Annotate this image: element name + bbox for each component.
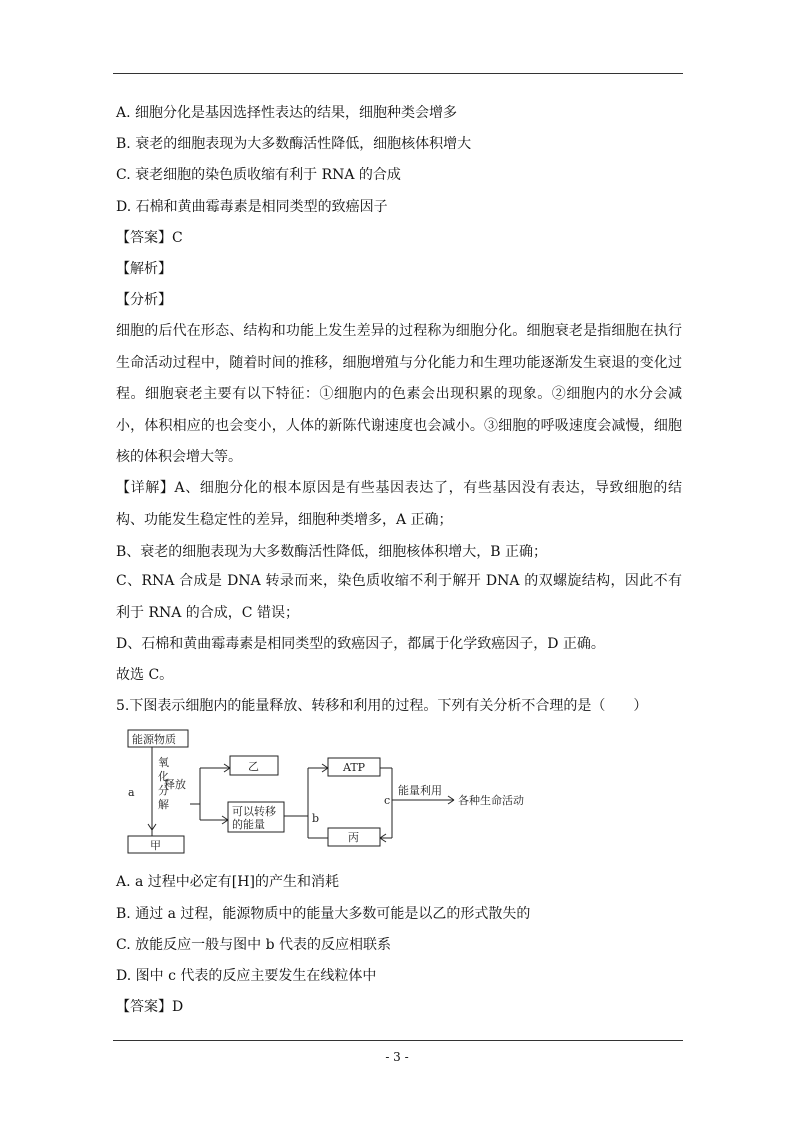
label-yi: 乙 — [248, 760, 259, 773]
q5-stem: 5.下图表示细胞内的能量释放、转移和利用的过程。下列有关分析不合理的是（ ） — [116, 698, 648, 714]
q4-detail-c — [116, 566, 682, 629]
label-transferable-2: 的能量 — [232, 818, 265, 831]
q4-jiexi-heading: 【解析】 — [116, 261, 172, 277]
label-jia: 甲 — [150, 839, 161, 852]
q4-detail-a — [116, 473, 682, 536]
q5-option-c: C. 放能反应一般与图中 b 代表的反应相联系 — [116, 937, 391, 953]
energy-flow-diagram — [118, 724, 558, 858]
header-rule — [113, 73, 683, 74]
q4-analysis — [116, 316, 682, 474]
q5-option-d: D. 图中 c 代表的反应主要发生在线粒体中 — [116, 968, 377, 984]
label-atp: ATP — [343, 761, 366, 774]
label-release: 释放 — [164, 778, 186, 791]
q4-detail-c-text: C、RNA 合成是 DNA 转录而来，染色质收缩不利于解开 DNA 的双螺旋结构，因此不有利于 RNA 的合成，C 错误； — [116, 573, 682, 621]
q5-option-b: B. 通过 a 过程，能源物质中的能量大多数可能是以乙的形式散失的 — [116, 906, 531, 922]
label-a: a — [128, 786, 135, 799]
q5-answer: 【答案】D — [116, 999, 184, 1015]
q4-conclusion: 故选 C。 — [116, 667, 174, 683]
q4-detail-d: D、石棉和黄曲霉毒素是相同类型的致癌因子，都属于化学致癌因子，D 正确。 — [116, 636, 605, 652]
q5-option-a: A. a 过程中必定有[H]的产生和消耗 — [116, 874, 339, 890]
label-oxidation-2: 化 — [158, 770, 169, 783]
label-oxidation-4: 解 — [158, 798, 169, 811]
q4-option-a: A. 细胞分化是基因选择性表达的结果，细胞种类会增多 — [116, 105, 458, 121]
q4-option-d: D. 石棉和黄曲霉毒素是相同类型的致癌因子 — [116, 199, 388, 215]
q4-analysis-text: 细胞的后代在形态、结构和功能上发生差异的过程称为细胞分化。细胞衰老是指细胞在执行生命活动过程中，随着时间的推移，细胞增殖与分化能力和生理功能逐渐发生衰退的变化过程。细胞衰老主要有以下特征：①细胞内的色素会出现积累的现象。②细胞内的水分会减小，体积相应的也会变小，人体的新陈代谢速度也会减小。③细胞的呼吸速度会减慢，细胞核的体积会增大等。 — [116, 323, 682, 465]
label-oxidation-1: 氧 — [158, 756, 169, 769]
label-c: c — [384, 794, 391, 807]
page-number: - 3 - — [385, 1050, 409, 1064]
label-transferable-1: 可以转移 — [232, 805, 276, 818]
label-b: b — [312, 812, 320, 825]
q4-detail-a-text: 【详解】A、细胞分化的根本原因是有些基因表达了，有些基因没有表达，导致细胞的结构、功能发生稳定性的差异，细胞种类增多，A 正确； — [116, 480, 682, 528]
label-activities: 各种生命活动 — [458, 794, 524, 807]
q4-option-c: C. 衰老细胞的染色质收缩有利于 RNA 的合成 — [116, 167, 401, 183]
q4-answer: 【答案】C — [116, 230, 183, 246]
footer-rule — [113, 1040, 683, 1041]
label-source: 能源物质 — [132, 733, 176, 746]
label-bing: 丙 — [348, 831, 359, 844]
q4-fenxi-heading: 【分析】 — [116, 292, 172, 308]
q4-detail-b: B、衰老的细胞表现为大多数酶活性降低，细胞核体积增大，B 正确； — [116, 544, 548, 560]
label-oxidation-3: 分 — [158, 784, 169, 797]
label-energy-use: 能量利用 — [398, 784, 442, 797]
q4-option-b: B. 衰老的细胞表现为大多数酶活性降低，细胞核体积增大 — [116, 136, 472, 152]
